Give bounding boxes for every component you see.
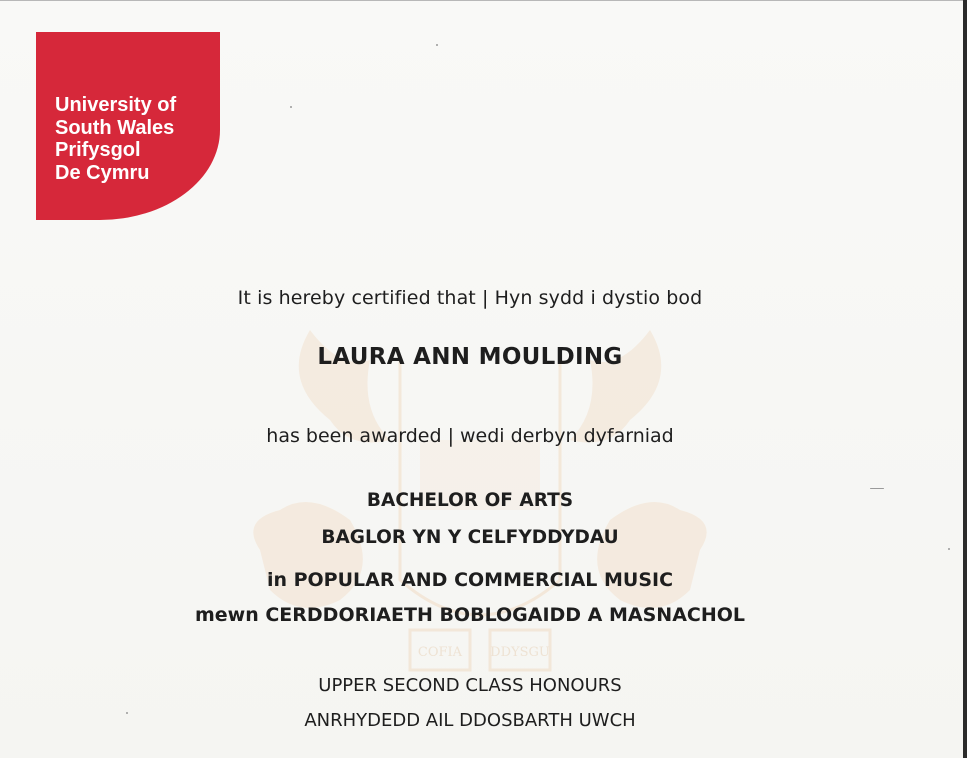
paper-speck — [290, 106, 292, 108]
crest-motto-right: DDYSGU — [490, 645, 550, 660]
classification-english: UPPER SECOND CLASS HONOURS — [318, 675, 622, 696]
certified-statement: It is hereby certified that | Hyn sydd i dystio bod — [237, 287, 703, 309]
logo-line-3: Prifysgol — [55, 139, 141, 161]
logo-line-2: South Wales — [55, 116, 175, 139]
crest-motto-left: COFIA — [417, 645, 463, 660]
page-right-edge — [963, 0, 967, 758]
paper-speck — [870, 488, 884, 489]
logo-line-4: De Cymru — [55, 161, 150, 184]
page-top-edge — [0, 0, 967, 1]
classification-welsh: ANRHYDEDD AIL DDOSBARTH UWCH — [304, 710, 636, 731]
paper-speck — [436, 44, 438, 46]
subject-welsh: mewn CERDDORIAETH BOBLOGAIDD A MASNACHOL — [194, 604, 746, 626]
paper-speck — [126, 712, 128, 714]
degree-title-english: BACHELOR OF ARTS — [366, 490, 574, 511]
paper-speck — [948, 548, 950, 550]
recipient-name: LAURA ANN MOULDING — [317, 344, 623, 370]
university-logo — [36, 32, 220, 220]
logo-line-1: University of — [55, 94, 177, 116]
awarded-statement: has been awarded | wedi derbyn dyfarniad — [266, 425, 674, 447]
degree-title-welsh: BAGLOR YN Y CELFYDDYDAU — [321, 527, 619, 548]
subject-english: in POPULAR AND COMMERCIAL MUSIC — [266, 569, 674, 591]
